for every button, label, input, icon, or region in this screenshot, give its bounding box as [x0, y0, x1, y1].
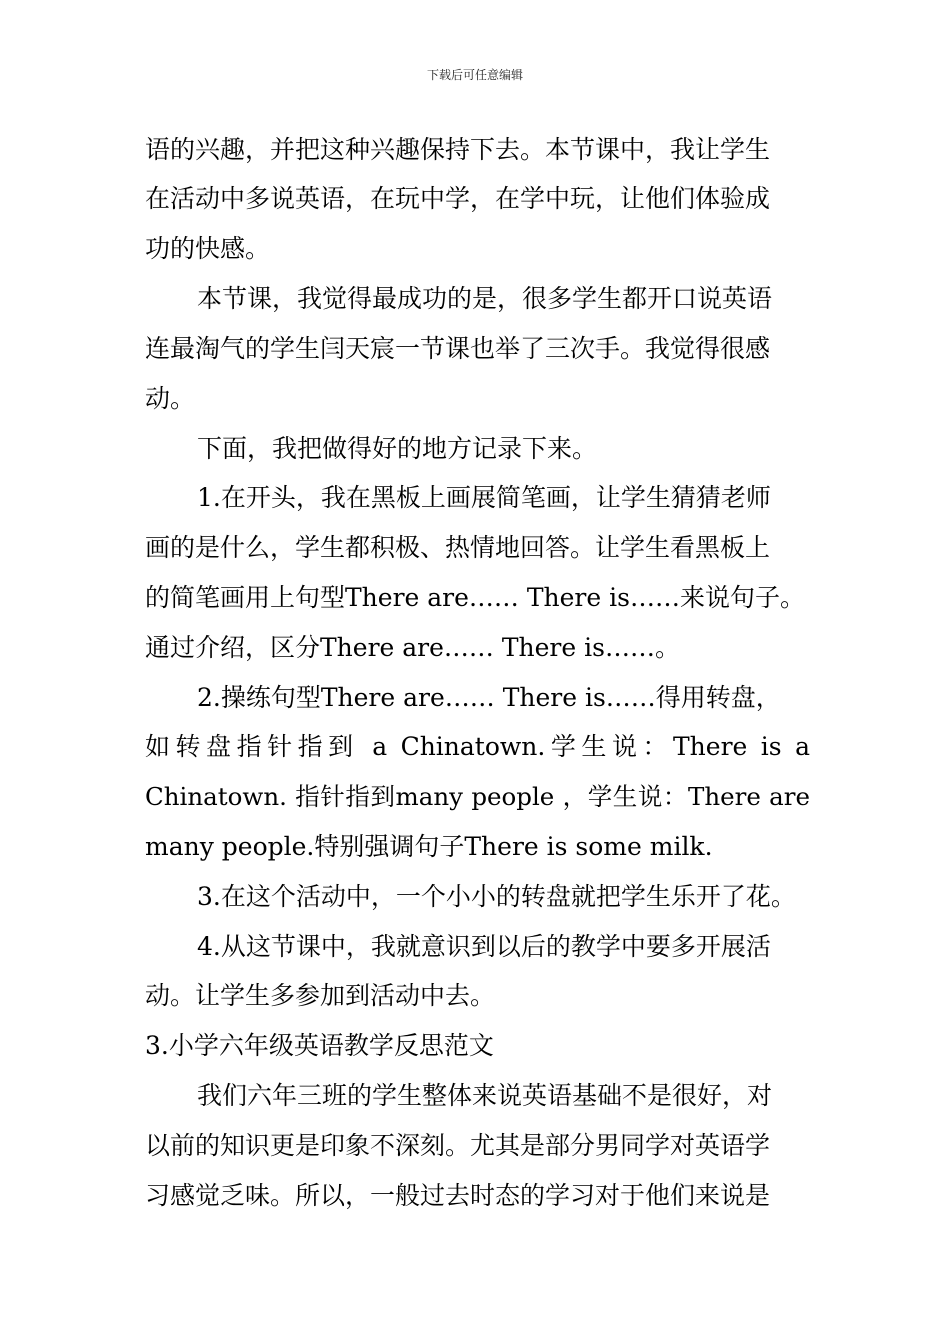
text-line: 在活动中多说英语，在玩中学，在学中玩，让他们体验成	[145, 184, 771, 213]
paragraph-start-line: 我们六年三班的学生整体来说英语基础不是很好，对	[197, 1081, 773, 1110]
text-line: 功的快感。	[145, 234, 271, 263]
text-line: 习感觉乏味。所以，一般过去时态的学习对于他们来说是	[145, 1181, 771, 1210]
text-line: 动。	[145, 384, 196, 413]
list-item-3-line: 3.在这个活动中，一个小小的转盘就把学生乐开了花。	[197, 882, 796, 911]
text-line: 动。让学生多参加到活动中去。	[145, 981, 496, 1010]
download-note: 下载后可任意编辑	[426, 68, 523, 82]
text-line: many people.特别强调句子There is some milk.	[145, 832, 713, 861]
text-line: 的简笔画用上句型There are…… There is……来说句子。	[145, 583, 805, 612]
list-item-1-line: 1.在开头，我在黑板上画展简笔画，让学生猜猜老师	[197, 483, 771, 512]
paragraph-start-line: 本节课，我觉得最成功的是，很多学生都开口说英语	[197, 284, 773, 313]
paragraph-start-line: 下面，我把做得好的地方记录下来。	[197, 434, 598, 463]
text-line: 连最淘气的学生闫天宸一节课也举了三次手。我觉得很感	[145, 334, 771, 363]
list-item-4-line: 4.从这节课中，我就意识到以后的教学中要多开展活	[197, 932, 771, 961]
section-heading: 3.小学六年级英语教学反思范文	[145, 1031, 494, 1060]
list-item-2-line: 2.操练句型There are…… There is……得用转盘，	[197, 683, 781, 712]
text-line: Chinatown. 指针指到many people ，学生说：There are	[145, 782, 810, 811]
text-line: 以前的知识更是印象不深刻。尤其是部分男同学对英语学	[145, 1131, 771, 1160]
text-line: 语的兴趣，并把这种兴趣保持下去。本节课中，我让学生	[145, 135, 771, 164]
text-line: 如转盘指针指到 a Chinatown.学生说：There is a	[145, 732, 810, 761]
text-line: 通过介绍，区分There are…… There is……。	[145, 633, 680, 662]
text-line: 画的是什么，学生都积极、热情地回答。让学生看黑板上	[145, 533, 771, 562]
